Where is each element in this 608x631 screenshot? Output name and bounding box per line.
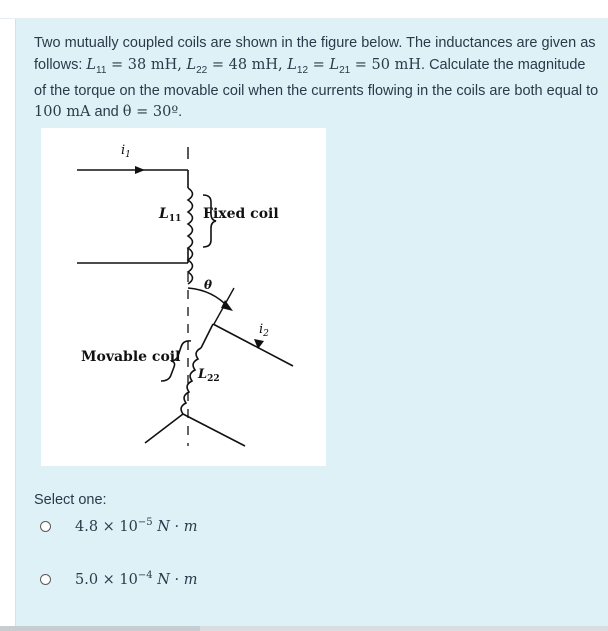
question-middle: . Calculate the magnitude of the torque on the movable coil when the currents flowing in the coils are both equal to [34,56,599,99]
i1-label: $i_1$ [121,143,131,160]
movable-coil-upper-joint [201,324,213,348]
l11-value: = 38 mH, [106,56,187,73]
top-strip [0,0,608,19]
l11-subscript: 11 [96,64,107,76]
movable-coil-upper-lead [213,324,293,366]
i2-label: $i_2$ [259,322,269,339]
l11-symbol: L [86,56,97,73]
l22-symbol: L [186,56,197,73]
option-b-exponent: −4 [137,570,153,582]
equals-sign: = [308,56,330,73]
coil-figure [41,128,326,466]
l21-symbol: L [329,56,340,73]
option-b-unit: N · m [152,571,198,588]
scrollbar-thumb[interactable] [200,626,608,631]
question-and: and [90,104,123,121]
i2-arrow-icon [254,339,264,349]
theta-value: θ = 30º [122,104,179,121]
answer-option-a[interactable] [40,515,198,537]
l12-symbol: L [287,56,297,73]
l11-label: $L_{11}$ [159,206,182,224]
question-text [34,33,599,124]
l22-label: $L_{22}$ [198,367,220,384]
horizontal-scrollbar[interactable] [0,626,608,631]
l12-subscript: 12 [296,64,309,76]
movable-axis-tick [214,288,234,324]
option-b-text [75,570,198,588]
radio-button-b[interactable] [40,574,51,585]
l22-value: = 48 mH, [207,56,288,73]
answer-option-b[interactable] [40,568,198,590]
select-one-label: Select one: [34,492,107,508]
l21-subscript: 21 [339,64,351,76]
fixed-coil-label: Fixed coil [203,206,279,222]
radio-button-a[interactable] [40,521,51,532]
fixed-coil-winding [188,188,193,284]
current-value: 100 mA [34,104,91,121]
i1-arrow-icon [135,166,145,174]
l21-value: = 50 mH [350,56,422,73]
question-end: . [178,104,183,121]
option-b-mantissa: 5.0 × 10 [75,571,138,588]
question-card [15,19,608,626]
option-a-mantissa: 4.8 × 10 [75,518,138,535]
movable-coil-label: Movable coil [81,349,181,365]
question-intro: Two mutually coupled coils are shown in the figure below. The inductances are given as follows: [34,35,596,73]
movable-coil-lower-right-lead [183,414,245,446]
theta-label: θ [204,278,213,292]
l22-subscript: 22 [196,64,208,76]
option-a-text [75,517,198,535]
option-a-unit: N · m [152,518,198,535]
coil-diagram [41,128,326,466]
movable-coil-lower-left-lead [145,414,183,443]
option-a-exponent: −5 [137,517,153,529]
